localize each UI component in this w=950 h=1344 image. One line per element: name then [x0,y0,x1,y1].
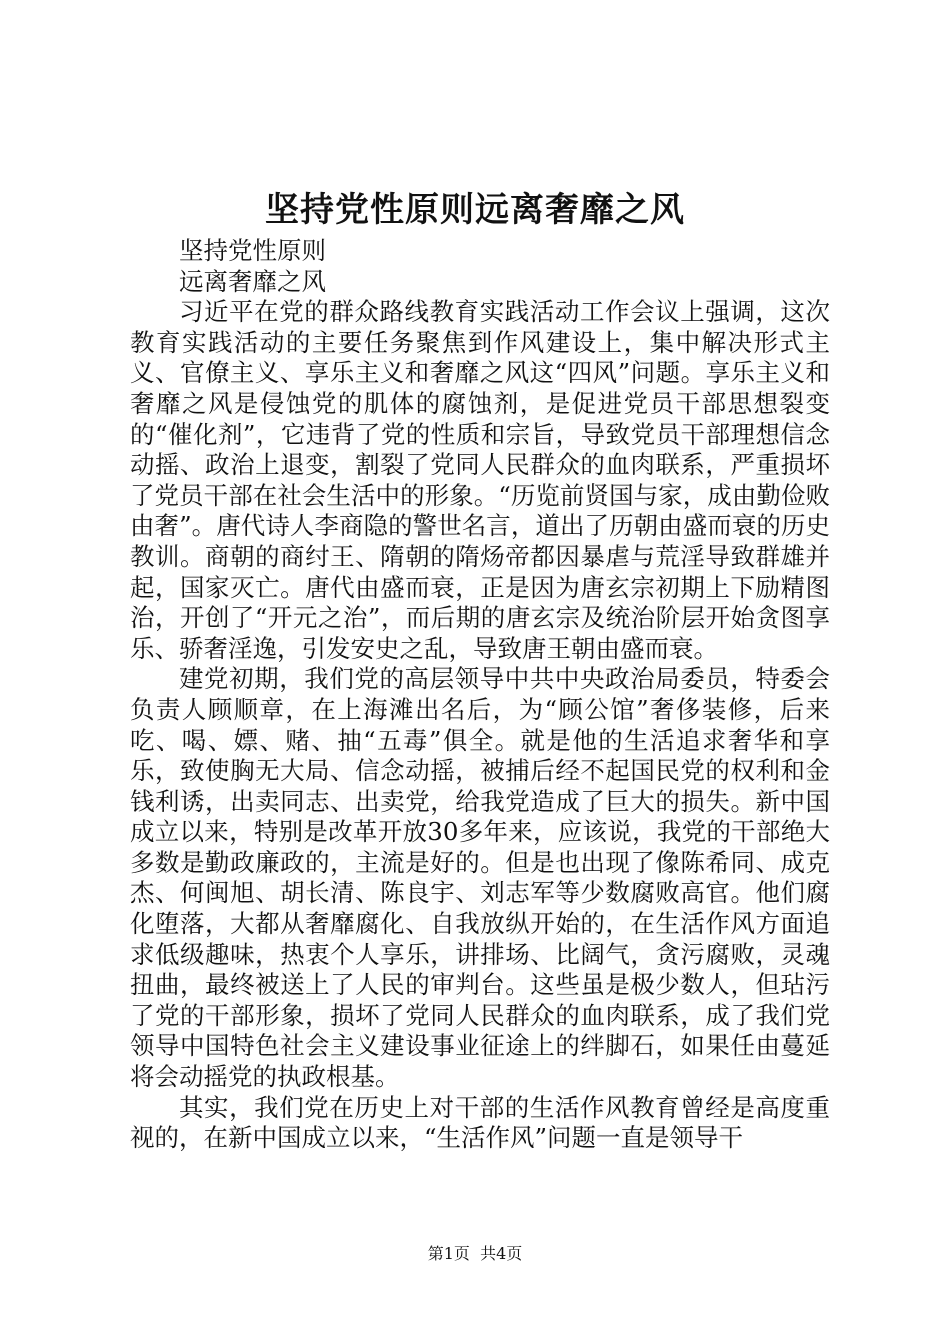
page-total: 共4页 [480,1244,523,1263]
paragraph-3: 其实，我们党在历史上对干部的生活作风教育曾经是高度重视的，在新中国成立以来，“生活作风”问题一直是领导干 [130,1092,830,1153]
paragraph-subtitle-1: 坚持党性原则 [179,236,326,265]
paragraph-subtitle-2: 远离奢靡之风 [179,266,326,296]
page-number: 第1页 [427,1244,470,1263]
document-body [130,236,830,1154]
paragraph-2: 建党初期，我们党的高层领导中共中央政治局委员，特委会负责人顾顺章，在上海滩出名后，为“顾公馆”奢侈装修，后来吃、喝、嫖、赌、抽“五毒”俱全。就是他的生活追求奢华和享乐，致使胸无大局、信念动摇，被捕后经不起国民党的权利和金钱利诱，出卖同志、出卖党，给我党造成了巨大的损失。新中国成立以来，特别是改革开放30多年来，应该说，我党的干部绝大多数是勤政廉政的，主流是好的。但是也出现了像陈希同、成克杰、何闽旭、胡长清、陈良宇、刘志军等少数腐败高官。他们腐化堕落，大都从奢靡腐化、自我放纵开始的，在生活作风方面追求低级趣味，热衷个人享乐，讲排场、比阔气，贪污腐败，灵魂扭曲，最终被送上了人民的审判台。这些虽是极少数人，但玷污了党的干部形象，损坏了党同人民群众的血肉联系，成了我们党领导中国特色社会主义建设事业征途上的绊脚石，如果任由蔓延将会动摇党的执政根基。 [130,664,830,1092]
paragraph-1: 习近平在党的群众路线教育实践活动工作会议上强调，这次教育实践活动的主要任务聚焦到作风建设上，集中解决形式主义、官僚主义、享乐主义和奢靡之风这“四风”问题。享乐主义和奢靡之风是侵蚀党的肌体的腐蚀剂，是促进党员干部思想裂变的“催化剂”，它违背了党的性质和宗旨，导致党员干部理想信念动摇、政治上退变，割裂了党同人民群众的血肉联系，严重损坏了党员干部在社会生活中的形象。“历览前贤国与家，成由勤俭败由奢”。唐代诗人李商隐的警世名言，道出了历朝由盛而衰的历史教训。商朝的商纣王、隋朝的隋炀帝都因暴虐与荒淫导致群雄并起，国家灭亡。唐代由盛而衰，正是因为唐玄宗初期上下励精图治，开创了“开元之治”，而后期的唐玄宗及统治阶层开始贪图享乐、骄奢淫逸，引发安史之乱，导致唐王朝由盛而衰。 [130,297,830,663]
page-footer [0,1244,950,1264]
document-title: 坚持党性原则远离奢靡之风 [265,190,685,230]
